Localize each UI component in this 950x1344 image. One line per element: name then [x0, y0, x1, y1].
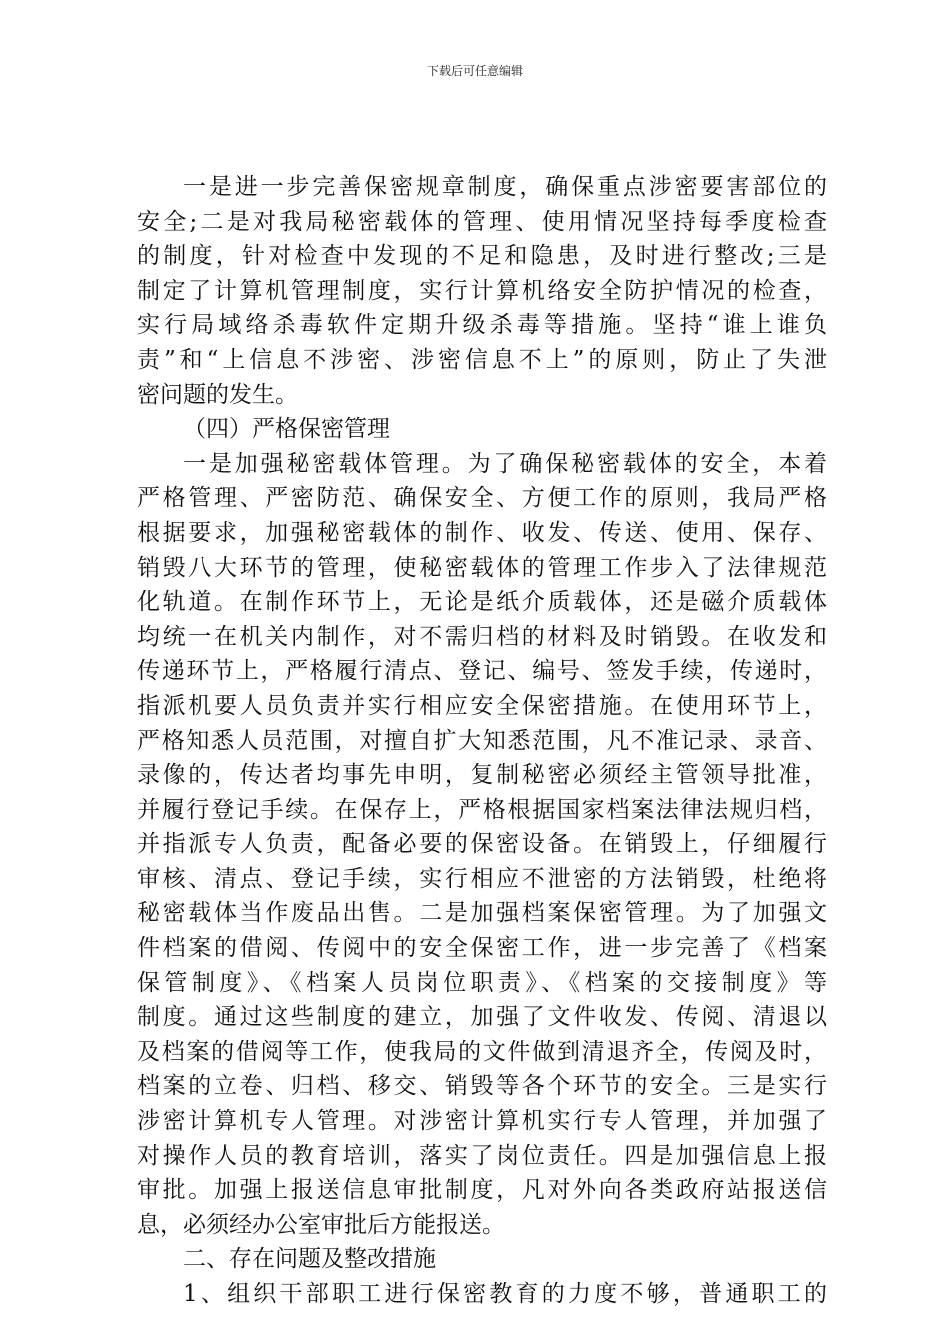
text-line: 传递环节上，严格履行清点、登记、编号、签发手续，传递时， [137, 658, 827, 685]
text-line: 对操作人员的教育培训，落实了岗位责任。四是加强信息上报 [137, 1142, 827, 1169]
text-line: 严格管理、严密防范、确保安全、方便工作的原则，我局严格 [137, 485, 827, 512]
text-line: 档案的立卷、归档、移交、销毁等各个环节的安全。三是实行 [137, 1073, 827, 1100]
text-line: 并指派专人负责，配备必要的保密设备。在销毁上，仔细履行 [137, 831, 827, 858]
text-line: 一是进一步完善保密规章制度，确保重点涉密要害部位的 [183, 174, 827, 200]
text-line: 审核、清点、登记手续，实行相应不泄密的方法销毁，杜绝将 [137, 865, 827, 892]
text-line: 的制度，针对检查中发现的不足和隐患，及时进行整改;三是 [137, 243, 827, 270]
text-line: 责”和“上信息不涉密、涉密信息不上”的原则，防止了失泄 [137, 346, 827, 373]
text-line: 涉密计算机专人管理。对涉密计算机实行专人管理，并加强了 [137, 1108, 827, 1135]
text-line: 保管制度》、《档案人员岗位职责》、《档案的交接制度》等 [137, 969, 827, 996]
text-line: 化轨道。在制作环节上，无论是纸介质载体，还是磁介质载体 [137, 589, 827, 616]
text-line: 指派机要人员负责并实行相应安全保密措施。在使用环节上， [137, 692, 827, 719]
text-line: 制度。通过这些制度的建立，加强了文件收发、传阅、清退以 [137, 1004, 827, 1031]
text-line: 制定了计算机管理制度，实行计算机络安全防护情况的检查， [137, 277, 827, 304]
text-line: 息，必须经办公室审批后方能报送。 [137, 1211, 505, 1238]
text-line: 1、组织干部职工进行保密教育的力度不够，普通职工的 [183, 1281, 827, 1307]
text-line: 审批。加强上报送信息审批制度，凡对外向各类政府站报送信 [137, 1177, 827, 1204]
text-line: 并履行登记手续。在保存上，严格根据国家档案法律法规归档， [137, 796, 827, 823]
text-line: 销毁八大环节的管理，使秘密载体的管理工作步入了法律规范 [137, 554, 827, 581]
text-line: 实行局域络杀毒软件定期升级杀毒等措施。坚持“谁上谁负 [137, 312, 827, 339]
section-heading: （四）严格保密管理 [183, 416, 390, 443]
text-line: 及档案的借阅等工作，使我局的文件做到清退齐全，传阅及时， [137, 1038, 827, 1065]
text-line: 件档案的借阅、传阅中的安全保密工作，进一步完善了《档案 [137, 935, 827, 962]
section-heading: 二、存在问题及整改措施 [183, 1246, 436, 1273]
text-line: 均统一在机关内制作，对不需归档的材料及时销毁。在收发和 [137, 623, 827, 650]
document-body [137, 170, 827, 1312]
text-line: 根据要求，加强秘密载体的制作、收发、传送、使用、保存、 [137, 519, 827, 546]
text-line: 秘密载体当作废品出售。二是加强档案保密管理。为了加强文 [137, 900, 827, 927]
text-line: 安全;二是对我局秘密载体的管理、使用情况坚持每季度检查 [137, 208, 827, 235]
text-line: 一是加强秘密载体管理。为了确保秘密载体的安全，本着 [183, 450, 827, 477]
text-line: 录像的，传达者均事先申明，复制秘密必须经主管领导批准， [137, 762, 827, 789]
page-header-note: 下载后可任意编辑 [426, 64, 523, 78]
text-line: 严格知悉人员范围，对擅自扩大知悉范围，凡不准记录、录音、 [137, 727, 827, 754]
text-line: 密问题的发生。 [137, 381, 298, 408]
